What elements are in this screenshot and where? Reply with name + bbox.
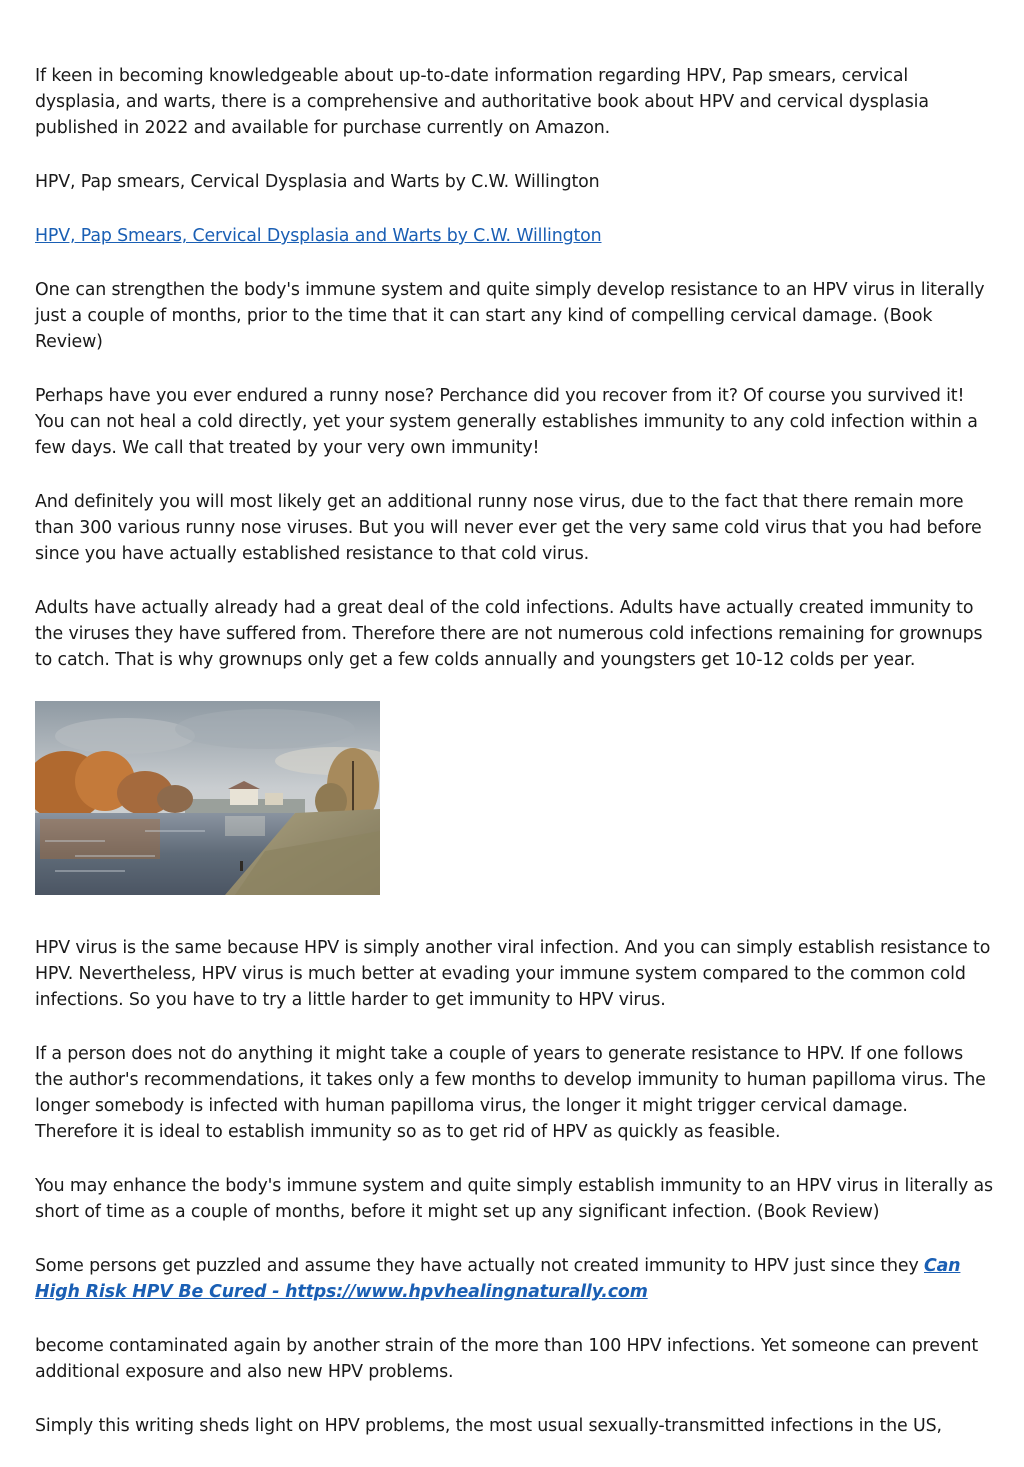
paragraph-immune-strengthen: One can strengthen the body's immune system and quite simply develop resistance to an HPV virus in literally just a couple of months, prior to the time that it can start any kind of compelling cervical damage. (Book Review)	[35, 280, 985, 352]
paragraph-enhance-immune: You may enhance the body's immune system and quite simply establish immunity to an HPV virus in literally as short of time as a couple of months, before it might set up any significant infection. (Book Review)	[35, 1176, 993, 1222]
puzzled-text: Some persons get puzzled and assume they have actually not created immunity to HPV just since they	[35, 1256, 924, 1276]
book-title-text: HPV, Pap smears, Cervical Dysplasia and Warts by C.W. Willington	[35, 172, 600, 192]
paragraph-puzzled	[35, 1253, 995, 1305]
paragraph-adults-colds: Adults have actually already had a great deal of the cold infections. Adults have actually created immunity to the viruses they have suffered from. Therefore there are not numerous cold infections remaining for grownups to catch. That is why grownups only get a few colds annually and youngsters get 10-12 colds per year.	[35, 598, 983, 670]
paragraph-resistance-time: If a person does not do anything it might take a couple of years to generate resistance to HPV. If one follows the author's recommendations, it takes only a few months to develop immunity to human papilloma virus. The longer somebody is infected with human papilloma virus, the longer it might trigger cervical damage. Therefore it is ideal to establish immunity so as to get rid of HPV as quickly as feasible.	[35, 1044, 986, 1142]
document-body	[35, 63, 995, 1467]
paragraph-hpv-same: HPV virus is the same because HPV is simply another viral infection. And you can simply establish resistance to HPV. Nevertheless, HPV virus is much better at evading your immune system compared to the common cold infections. So you have to try a little harder to get immunity to HPV virus.	[35, 938, 991, 1010]
paragraph-runny-nose: Perhaps have you ever endured a runny nose? Perchance did you recover from it? Of course you survived it! You can not heal a cold directly, yet your system generally establishes immunity to any cold infection within a few days. We call that treated by your very own immunity!	[35, 386, 978, 458]
book-link[interactable]: HPV, Pap Smears, Cervical Dysplasia and Warts by C.W. Willington	[35, 226, 602, 246]
paragraph-cold-viruses: And definitely you will most likely get an additional runny nose virus, due to the fact that there remain more than 300 various runny nose viruses. But you will never ever get the very same cold virus that you had before since you have actually established resistance to that cold virus.	[35, 492, 982, 564]
paragraph-sheds-light: Simply this writing sheds light on HPV problems, the most usual sexually-transmitted infections in the US,	[35, 1416, 942, 1436]
cure-link[interactable]: Can High Risk HPV Be Cured - https://www.hpvhealingnaturally.com	[35, 1256, 961, 1302]
paragraph-contaminated: become contaminated again by another strain of the more than 100 HPV infections. Yet someone can prevent additional exposure and also new HPV problems.	[35, 1336, 978, 1382]
book-link-paragraph	[35, 223, 995, 249]
intro-paragraph: If keen in becoming knowledgeable about up-to-date information regarding HPV, Pap smears, cervical dysplasia, and warts, there is a comprehensive and authoritative book about HPV and cervical dysplasia published in 2022 and available for purchase currently on Amazon.	[35, 66, 929, 138]
landscape-painting-image	[35, 701, 380, 895]
